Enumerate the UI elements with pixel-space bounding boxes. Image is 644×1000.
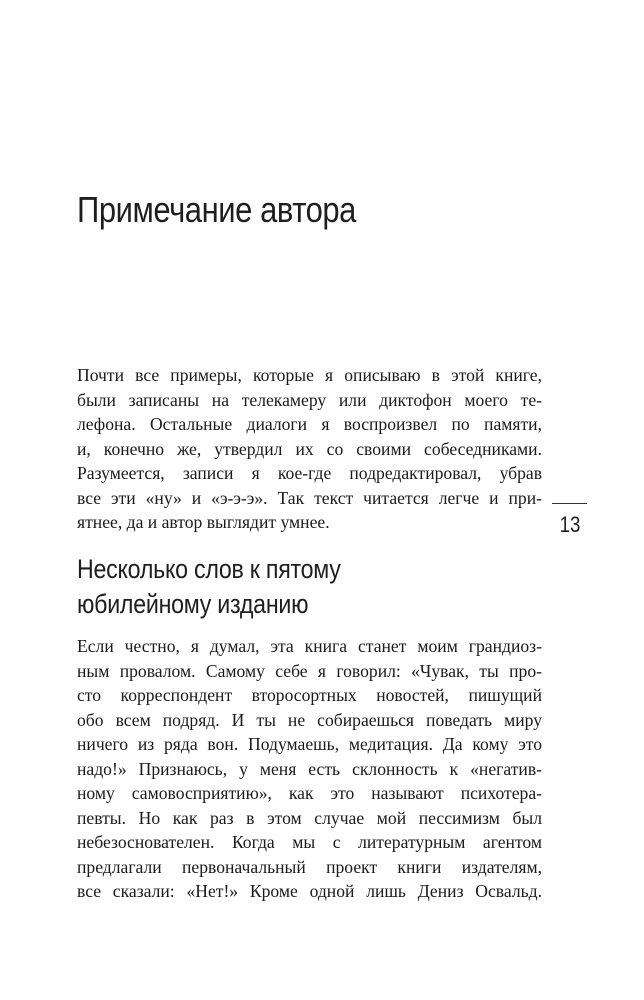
text-line: все сказали: «Нет!» Кроме одной лишь Дениз Освальд. [77, 881, 542, 901]
text-line: были записаны на телекамеру или диктофон моего те- [77, 389, 542, 410]
text-line: небезоснователен. Когда мы с литературным агентом [77, 832, 542, 852]
anniversary-edition-paragraph [77, 634, 542, 904]
text-line: и, конечно же, утвердил их со своими собеседниками. [77, 438, 542, 459]
page-number: 13 [559, 512, 581, 537]
text-line: певты. Но как раз в этом случае мой пессимизм был [77, 807, 542, 828]
text-line: ятнее, да и автор выглядит умнее. [77, 512, 330, 532]
text-line: ным провалом. Самому себе я говорил: «Чувак, ты про- [77, 660, 542, 681]
text-line: обо всем подряд. И ты не собираешься поведать миру [77, 709, 542, 730]
page-title: Примечание автора [77, 189, 356, 230]
section-heading-line: юбилейному изданию [77, 589, 309, 619]
page-number-rule [552, 503, 587, 504]
text-line: Разумеется, записи я кое-где подредактировал, убрав [77, 463, 542, 483]
text-line: ничего из ряда вон. Подумаешь, медитация. Да кому это [77, 734, 542, 754]
text-line: Почти все примеры, которые я описываю в этой книге, [77, 365, 542, 385]
text-line: ному самовосприятию», как это называют психотера- [77, 783, 542, 803]
section-heading-line: Несколько слов к пятому [77, 554, 341, 584]
section-heading [77, 552, 341, 622]
text-line: предлагали первоначальный проект книги издателям, [77, 856, 542, 877]
text-line: сто корреспондент второсортных новостей, пишущий [77, 685, 542, 705]
author-note-paragraph [77, 363, 542, 535]
text-line: лефона. Остальные диалоги я воспроизвел по памяти, [77, 414, 542, 434]
text-line: Если честно, я думал, эта книга станет моим грандиоз- [77, 636, 542, 656]
text-line: надо!» Признаюсь, у меня есть склонность к «негатив- [77, 758, 542, 779]
text-line: все эти «ну» и «э-э-э». Так текст читается легче и при- [77, 487, 542, 508]
